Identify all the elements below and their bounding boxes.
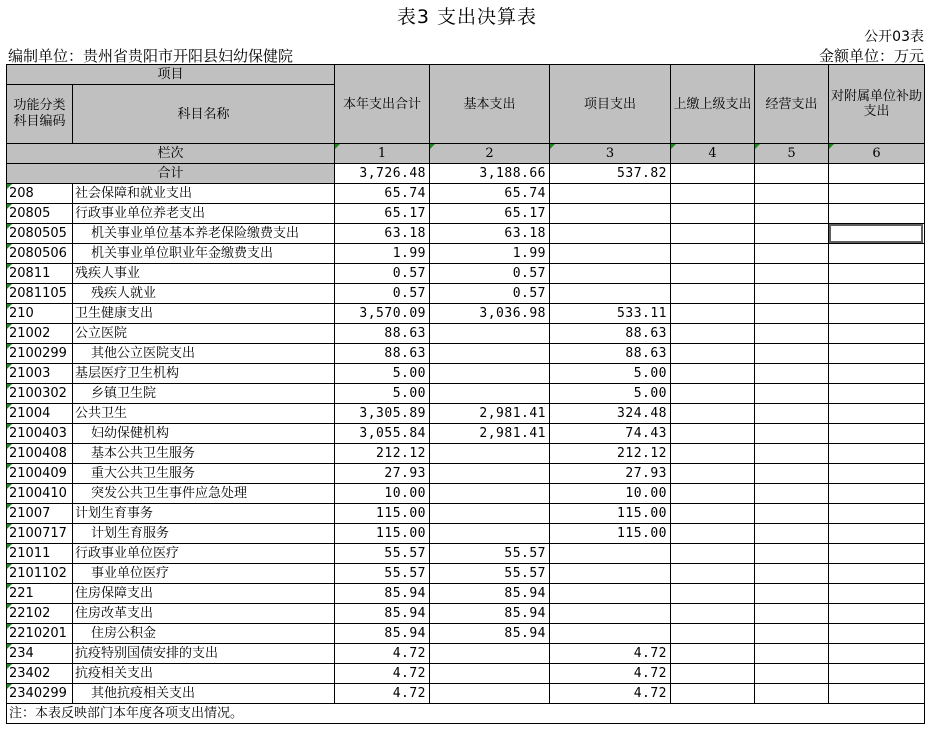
header-upper: 上缴上级支出 [671,65,755,144]
row-code: 234 [7,644,73,664]
expenditure-table [6,64,925,724]
row-code: 2210201 [7,624,73,644]
row-business [755,524,829,544]
row-basic [430,364,550,384]
row-upper [671,204,755,224]
row-basic: 1.99 [430,244,550,264]
row-upper [671,284,755,304]
table-row [7,584,925,604]
total-row-project: 537.82 [550,164,671,184]
row-project: 533.11 [550,304,671,324]
row-upper [671,664,755,684]
row-project [550,244,671,264]
table-row [7,384,925,404]
total-row [7,164,925,184]
row-total: 88.63 [335,344,430,364]
row-total: 3,305.89 [335,404,430,424]
row-basic: 2,981.41 [430,404,550,424]
table-row [7,344,925,364]
table-row [7,284,925,304]
row-business [755,684,829,704]
row-basic: 55.57 [430,564,550,584]
row-subsidy [829,604,925,624]
row-code: 23402 [7,664,73,684]
header-row-label: 栏次 [7,144,335,164]
row-business [755,364,829,384]
table-row [7,364,925,384]
total-row-subsidy [829,164,925,184]
table-row [7,424,925,444]
table-row [7,264,925,284]
table-row [7,484,925,504]
row-subsidy [829,644,925,664]
row-upper [671,544,755,564]
row-code: 21011 [7,544,73,564]
row-name: 乡镇卫生院 [73,384,335,404]
table-row [7,304,925,324]
row-business [755,444,829,464]
row-business [755,324,829,344]
row-code: 21003 [7,364,73,384]
row-project: 212.12 [550,444,671,464]
row-total: 5.00 [335,364,430,384]
row-subsidy [829,684,925,704]
row-business [755,304,829,324]
row-basic [430,504,550,524]
row-basic [430,344,550,364]
row-subsidy [829,524,925,544]
row-subsidy [829,244,925,264]
total-label: 合计 [7,164,335,184]
row-total: 27.93 [335,464,430,484]
row-upper [671,384,755,404]
row-code: 2100302 [7,384,73,404]
row-basic: 0.57 [430,264,550,284]
table-row [7,244,925,264]
row-code: 20805 [7,204,73,224]
row-upper [671,504,755,524]
header-item: 项目 [7,65,335,85]
row-business [755,384,829,404]
table-row [7,644,925,664]
selected-cell[interactable] [829,224,923,243]
row-code: 2081105 [7,284,73,304]
row-name: 住房保障支出 [73,584,335,604]
row-basic: 65.74 [430,184,550,204]
row-business [755,624,829,644]
row-total: 4.72 [335,684,430,704]
col-num-4: 4 [671,144,755,164]
row-subsidy [829,384,925,404]
total-row-upper [671,164,755,184]
row-business [755,644,829,664]
row-upper [671,444,755,464]
row-code: 2080505 [7,224,73,244]
row-upper [671,244,755,264]
row-business [755,204,829,224]
row-project: 115.00 [550,524,671,544]
row-basic: 85.94 [430,604,550,624]
row-project: 74.43 [550,424,671,444]
row-upper [671,344,755,364]
row-project: 5.00 [550,364,671,384]
row-upper [671,364,755,384]
row-name: 卫生健康支出 [73,304,335,324]
row-code: 2100403 [7,424,73,444]
col-num-2: 2 [430,144,550,164]
row-name: 行政事业单位医疗 [73,544,335,564]
row-name: 计划生育服务 [73,524,335,544]
row-subsidy [829,404,925,424]
row-business [755,604,829,624]
row-basic [430,524,550,544]
row-total: 5.00 [335,384,430,404]
row-total: 85.94 [335,584,430,604]
row-subsidy [829,584,925,604]
row-code: 2100410 [7,484,73,504]
row-project: 115.00 [550,504,671,524]
table-note: 注：本表反映部门本年度各项支出情况。 [7,704,925,724]
total-row-total: 3,726.48 [335,164,430,184]
row-subsidy [829,544,925,564]
row-upper [671,644,755,664]
header-business: 经营支出 [755,65,829,144]
row-basic: 3,036.98 [430,304,550,324]
row-subsidy [829,204,925,224]
table-row [7,664,925,684]
row-basic: 55.57 [430,544,550,564]
row-total: 63.18 [335,224,430,244]
row-business [755,484,829,504]
row-code: 2100717 [7,524,73,544]
row-total: 4.72 [335,664,430,684]
row-basic [430,384,550,404]
table-row [7,524,925,544]
row-business [755,424,829,444]
row-total: 0.57 [335,264,430,284]
table-row [7,184,925,204]
row-basic [430,484,550,504]
row-upper [671,604,755,624]
row-code: 22102 [7,604,73,624]
col-num-6: 6 [829,144,925,164]
row-business [755,184,829,204]
row-code: 21004 [7,404,73,424]
table-row [7,464,925,484]
row-basic [430,664,550,684]
row-project [550,624,671,644]
table-row [7,224,925,244]
row-business [755,584,829,604]
row-total: 55.57 [335,544,430,564]
row-subsidy [829,184,925,204]
row-project [550,564,671,584]
row-upper [671,224,755,244]
row-code: 21007 [7,504,73,524]
row-name: 公立医院 [73,324,335,344]
header-basic: 基本支出 [430,65,550,144]
row-project [550,204,671,224]
header-func-code: 功能分类科目编码 [7,85,73,144]
col-num-1: 1 [335,144,430,164]
row-subsidy [829,564,925,584]
row-total: 85.94 [335,624,430,644]
row-subsidy [829,324,925,344]
table-row [7,564,925,584]
table-row [7,544,925,564]
row-name: 住房改革支出 [73,604,335,624]
row-business [755,564,829,584]
col-num-5: 5 [755,144,829,164]
row-business [755,404,829,424]
row-upper [671,524,755,544]
row-name: 残疾人就业 [73,284,335,304]
row-basic [430,644,550,664]
row-name: 其他公立医院支出 [73,344,335,364]
row-project: 4.72 [550,664,671,684]
total-row-business [755,164,829,184]
row-project [550,224,671,244]
row-upper [671,264,755,284]
row-business [755,344,829,364]
row-upper [671,584,755,604]
row-subsidy [829,444,925,464]
row-basic: 63.18 [430,224,550,244]
compiling-unit-name: 贵州省贵阳市开阳县妇幼保健院 [83,47,294,65]
row-basic: 65.17 [430,204,550,224]
table-row [7,324,925,344]
total-row-basic: 3,188.66 [430,164,550,184]
compiling-unit-prefix: 编制单位： [8,47,84,65]
row-total: 4.72 [335,644,430,664]
row-subsidy [829,304,925,324]
row-name: 社会保障和就业支出 [73,184,335,204]
row-name: 机关事业单位基本养老保险缴费支出 [73,224,335,244]
row-basic: 85.94 [430,584,550,604]
row-name: 计划生育事务 [73,504,335,524]
row-name: 行政事业单位养老支出 [73,204,335,224]
row-name: 突发公共卫生事件应急处理 [73,484,335,504]
row-upper [671,564,755,584]
row-project: 4.72 [550,684,671,704]
row-subsidy [829,624,925,644]
row-basic: 85.94 [430,624,550,644]
table-row [7,404,925,424]
row-name: 事业单位医疗 [73,564,335,584]
row-upper [671,684,755,704]
row-name: 妇幼保健机构 [73,424,335,444]
row-subsidy [829,344,925,364]
row-subsidy [829,464,925,484]
row-project [550,604,671,624]
row-total: 115.00 [335,524,430,544]
row-project [550,284,671,304]
row-total: 0.57 [335,284,430,304]
row-basic [430,324,550,344]
row-total: 55.57 [335,564,430,584]
row-basic [430,684,550,704]
row-name: 机关事业单位职业年金缴费支出 [73,244,335,264]
row-name: 公共卫生 [73,404,335,424]
row-code: 21002 [7,324,73,344]
table-row [7,204,925,224]
row-code: 2340299 [7,684,73,704]
row-total: 3,570.09 [335,304,430,324]
row-total: 88.63 [335,324,430,344]
row-business [755,224,829,244]
row-business [755,664,829,684]
header-subject-name: 科目名称 [73,85,335,144]
row-project [550,544,671,564]
row-business [755,244,829,264]
row-total: 10.00 [335,484,430,504]
row-basic: 2,981.41 [430,424,550,444]
row-code: 2100409 [7,464,73,484]
row-name: 抗疫特别国债安排的支出 [73,644,335,664]
header-total: 本年支出合计 [335,65,430,144]
table-row [7,444,925,464]
row-code: 2100408 [7,444,73,464]
row-upper [671,624,755,644]
row-code: 2100299 [7,344,73,364]
row-code: 210 [7,304,73,324]
row-business [755,264,829,284]
row-name: 基本公共卫生服务 [73,444,335,464]
row-upper [671,324,755,344]
row-name: 基层医疗卫生机构 [73,364,335,384]
row-subsidy [829,264,925,284]
row-code: 208 [7,184,73,204]
table-row [7,504,925,524]
row-project [550,184,671,204]
row-upper [671,464,755,484]
amount-unit: 金额单位：万元 [818,47,924,65]
row-subsidy [829,484,925,504]
row-project: 88.63 [550,344,671,364]
header-project: 项目支出 [550,65,671,144]
row-total: 212.12 [335,444,430,464]
row-code: 2101102 [7,564,73,584]
row-basic [430,444,550,464]
row-basic [430,464,550,484]
row-name: 抗疫相关支出 [73,664,335,684]
row-total: 65.17 [335,204,430,224]
row-subsidy [829,364,925,384]
row-total: 115.00 [335,504,430,524]
row-name: 住房公积金 [73,624,335,644]
row-subsidy [829,284,925,304]
row-project: 10.00 [550,484,671,504]
row-project [550,264,671,284]
table-row [7,604,925,624]
row-business [755,284,829,304]
table-row [7,684,925,704]
row-code: 20811 [7,264,73,284]
row-name: 其他抗疫相关支出 [73,684,335,704]
row-upper [671,304,755,324]
compiling-unit [8,45,293,66]
row-project: 4.72 [550,644,671,664]
row-business [755,544,829,564]
row-code: 2080506 [7,244,73,264]
row-upper [671,404,755,424]
row-business [755,504,829,524]
row-basic: 0.57 [430,284,550,304]
row-project: 324.48 [550,404,671,424]
row-total: 3,055.84 [335,424,430,444]
form-code: 公开03表 [864,29,924,45]
header-subsidy: 对附属单位补助支出 [829,65,925,144]
row-total: 1.99 [335,244,430,264]
row-business [755,464,829,484]
row-subsidy [829,504,925,524]
row-total: 85.94 [335,604,430,624]
page-title: 表3 支出决算表 [396,6,538,28]
row-total: 65.74 [335,184,430,204]
row-name: 重大公共卫生服务 [73,464,335,484]
row-project: 88.63 [550,324,671,344]
row-subsidy [829,664,925,684]
row-subsidy [829,424,925,444]
col-num-3: 3 [550,144,671,164]
row-project: 5.00 [550,384,671,404]
row-project [550,584,671,604]
row-name: 残疾人事业 [73,264,335,284]
row-code: 221 [7,584,73,604]
row-upper [671,184,755,204]
table-row [7,624,925,644]
row-upper [671,484,755,504]
row-upper [671,424,755,444]
row-project: 27.93 [550,464,671,484]
